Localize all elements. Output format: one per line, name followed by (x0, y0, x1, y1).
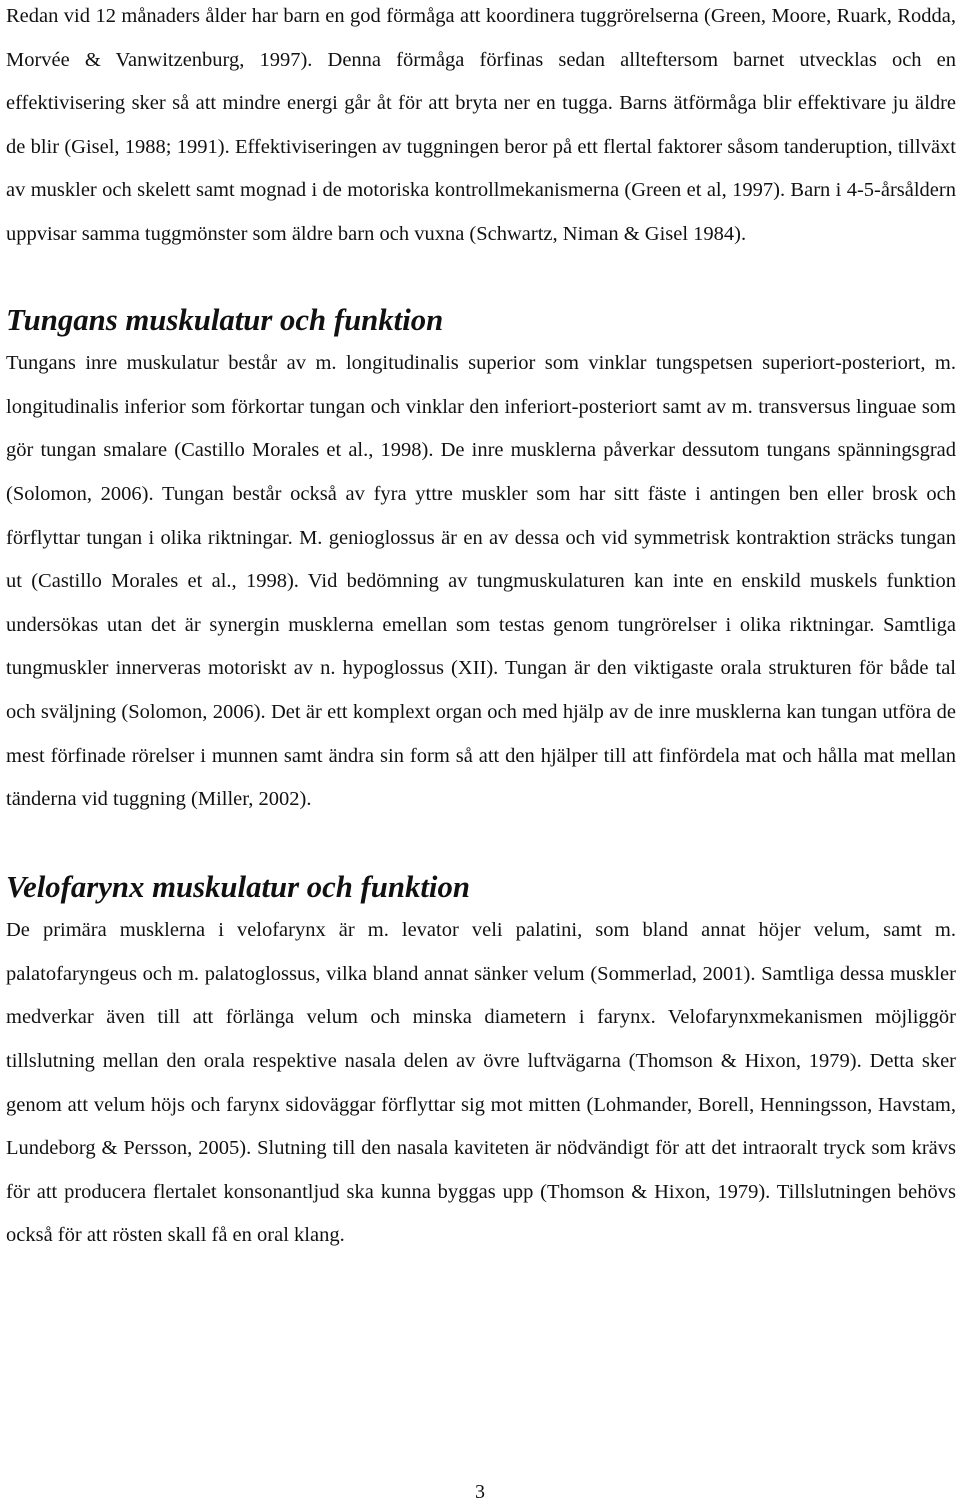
page-number: 3 (475, 1481, 485, 1503)
paragraph-velopharynx-muscles: De primära musklerna i velofarynx är m. levator veli palatini, som bland annat höjer velum, samt m. palatofaryngeus och m. palatoglossus, vilka bland annat sänker velum (Sommerlad, 2001). Samtliga dessa muskler medverkar även till att förlänga velum och minska diametern i farynx. Velofarynxmekanismen möjliggör tillslutning mellan den orala respektive nasala delen av övre luftvägarna (Thomson & Hixon, 1979). Detta sker genom att velum höjs och farynx sidoväggar förflyttar sig mot mitten (Lohmander, Borell, Henningsson, Havstam, Lundeborg & Persson, 2005). Slutning till den nasala kaviteten är nödvändigt för att det intraoralt tryck som krävs för att producera flertalet konsonantljud ska kunna byggas upp (Thomson & Hixon, 1979). Tillslutningen behövs också för att rösten skall få en oral klang. (6, 919, 956, 1247)
paragraph-tongue-muscles: Tungans inre muskulatur består av m. longitudinalis superior som vinklar tungspetsen superiort-posteriort, m. longitudinalis inferior som förkortar tungan och vinklar den inferiort-posteriort samt av m. transversus linguae som gör tungan smalare (Castillo Morales et al., 1998). De inre musklerna påverkar dessutom tungans spänningsgrad (Solomon, 2006). Tungan består också av fyra yttre muskler som har sitt fäste i antingen ben eller brosk och förflyttar tungan i olika riktningar. M. genioglossus är en av dessa och vid symmetrisk kontraktion sträcks tungan ut (Castillo Morales et al., 1998). Vid bedömning av tungmuskulaturen kan inte en enskild muskels funktion undersökas utan det är synergin musklerna emellan som testas genom tungrörelser i olika riktningar. Samtliga tungmuskler innerveras motoriskt av n. hypoglossus (XII). Tungan är den viktigaste orala strukturen för både tal och sväljning (Solomon, 2006). Det är ett komplext organ och med hjälp av de inre musklerna kan tungan utföra de mest förfinade rörelser i munnen samt ändra sin form så att den hjälper till att finfördela mat och hålla mat mellan tänderna vid tuggning (Miller, 2002). (6, 352, 956, 811)
document-page (6, 0, 956, 1258)
section-heading-tongue: Tungans muskulatur och funktion (6, 302, 444, 337)
paragraph-chewing-development: Redan vid 12 månaders ålder har barn en god förmåga att koordinera tuggrörelserna (Green, Moore, Ruark, Rodda, Morvée & Vanwitzenburg, 1997). Denna förmåga förfinas sedan allteftersom barnet utvecklas och en effektivisering sker så att mindre energi går åt för att bryta ner en tugga. Barns ätförmåga blir effektivare ju äldre de blir (Gisel, 1988; 1991). Effektiviseringen av tuggningen beror på ett flertal faktorer såsom tanderuption, tillväxt av muskler och skelett samt mognad i de motoriska kontrollmekanismerna (Green et al, 1997). Barn i 4-5-årsåldern uppvisar samma tuggmönster som äldre barn och vuxna (Schwartz, Niman & Gisel 1984). (6, 5, 956, 245)
section-heading-velopharynx: Velofarynx muskulatur och funktion (6, 869, 470, 904)
